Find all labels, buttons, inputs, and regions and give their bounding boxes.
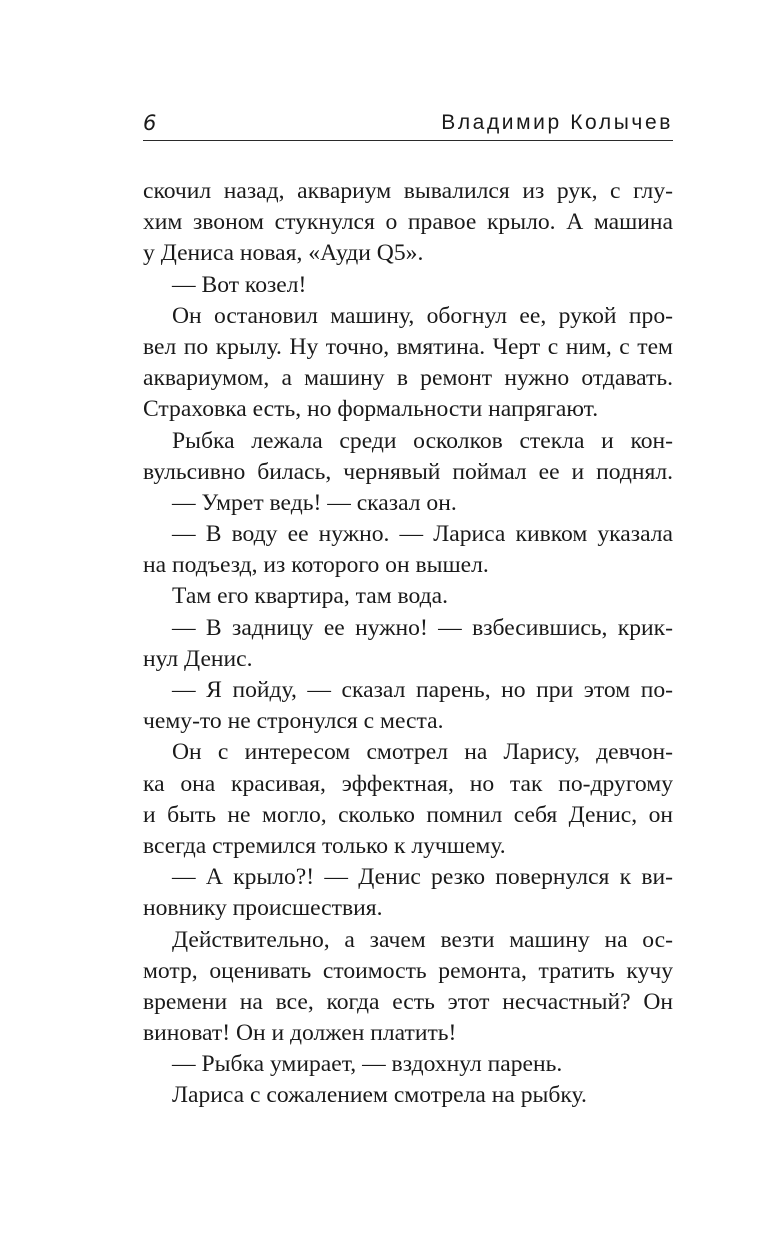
text-line: — В воду ее нужно. — Лариса кивком указала	[172, 521, 673, 548]
text-line: вел по крылу. Ну точно, вмятина. Черт с ним, с тем	[143, 333, 673, 360]
text-line: Действительно, а зачем везти машину на ос-	[172, 926, 673, 953]
text-line: скочил назад, аквариум вывалился из рук, с глу-	[143, 178, 673, 204]
text-line: ка она красивая, эффектная, но так по-другому	[143, 770, 673, 797]
text-line: Лариса с сожалением смотрела на рыбку.	[172, 1082, 587, 1109]
running-head-author: Владимир Колычев	[441, 111, 673, 134]
text-line: аквариумом, а машину в ремонт нужно отдавать.	[143, 365, 673, 392]
text-line: нул Денис.	[143, 645, 253, 672]
page-number: 6	[143, 111, 157, 135]
text-line: времени на все, когда есть этот несчастный? Он	[143, 988, 673, 1015]
text-line: на подъезд, из которого он вышел.	[143, 552, 489, 579]
text-line: — Вот козел!	[172, 271, 307, 298]
text-line: — А крыло?! — Денис резко повернулся к ви-	[172, 864, 673, 891]
text-line: мотр, оценивать стоимость ремонта, тратить кучу	[143, 957, 673, 984]
text-line: Там его квартира, там вода.	[172, 583, 449, 610]
page-header	[143, 110, 673, 141]
text-line: у Дениса новая, «Ауди Q5».	[143, 240, 424, 267]
text-line: новнику происшествия.	[143, 895, 383, 922]
text-line: всегда стремился только к лучшему.	[143, 832, 506, 859]
text-line: и быть не могло, сколько помнил себя Денис, он	[143, 801, 673, 828]
text-line: — Рыбка умирает, — вздохнул парень.	[172, 1051, 563, 1078]
text-line: Он с интересом смотрел на Ларису, девчон-	[172, 739, 673, 766]
text-line: — В задницу ее нужно! — взбесившись, крик-	[172, 614, 673, 641]
text-line: хим звоном стукнулся о правое крыло. А машина	[143, 209, 673, 236]
text-line: Страховка есть, но формальности напрягают.	[143, 396, 599, 423]
body-text	[143, 176, 673, 1112]
text-line: вульсивно билась, чернявый поймал ее и поднял.	[143, 458, 673, 485]
text-line: чему-то не стронулся с места.	[143, 708, 444, 735]
text-line: — Я пойду, — сказал парень, но при этом по-	[172, 677, 673, 703]
text-line: — Умрет ведь! — сказал он.	[172, 489, 457, 516]
text-line: Он остановил машину, обогнул ее, рукой про-	[172, 302, 673, 329]
text-line: виноват! Он и должен платить!	[143, 1020, 457, 1047]
text-line: Рыбка лежала среди осколков стекла и кон-	[172, 427, 673, 454]
